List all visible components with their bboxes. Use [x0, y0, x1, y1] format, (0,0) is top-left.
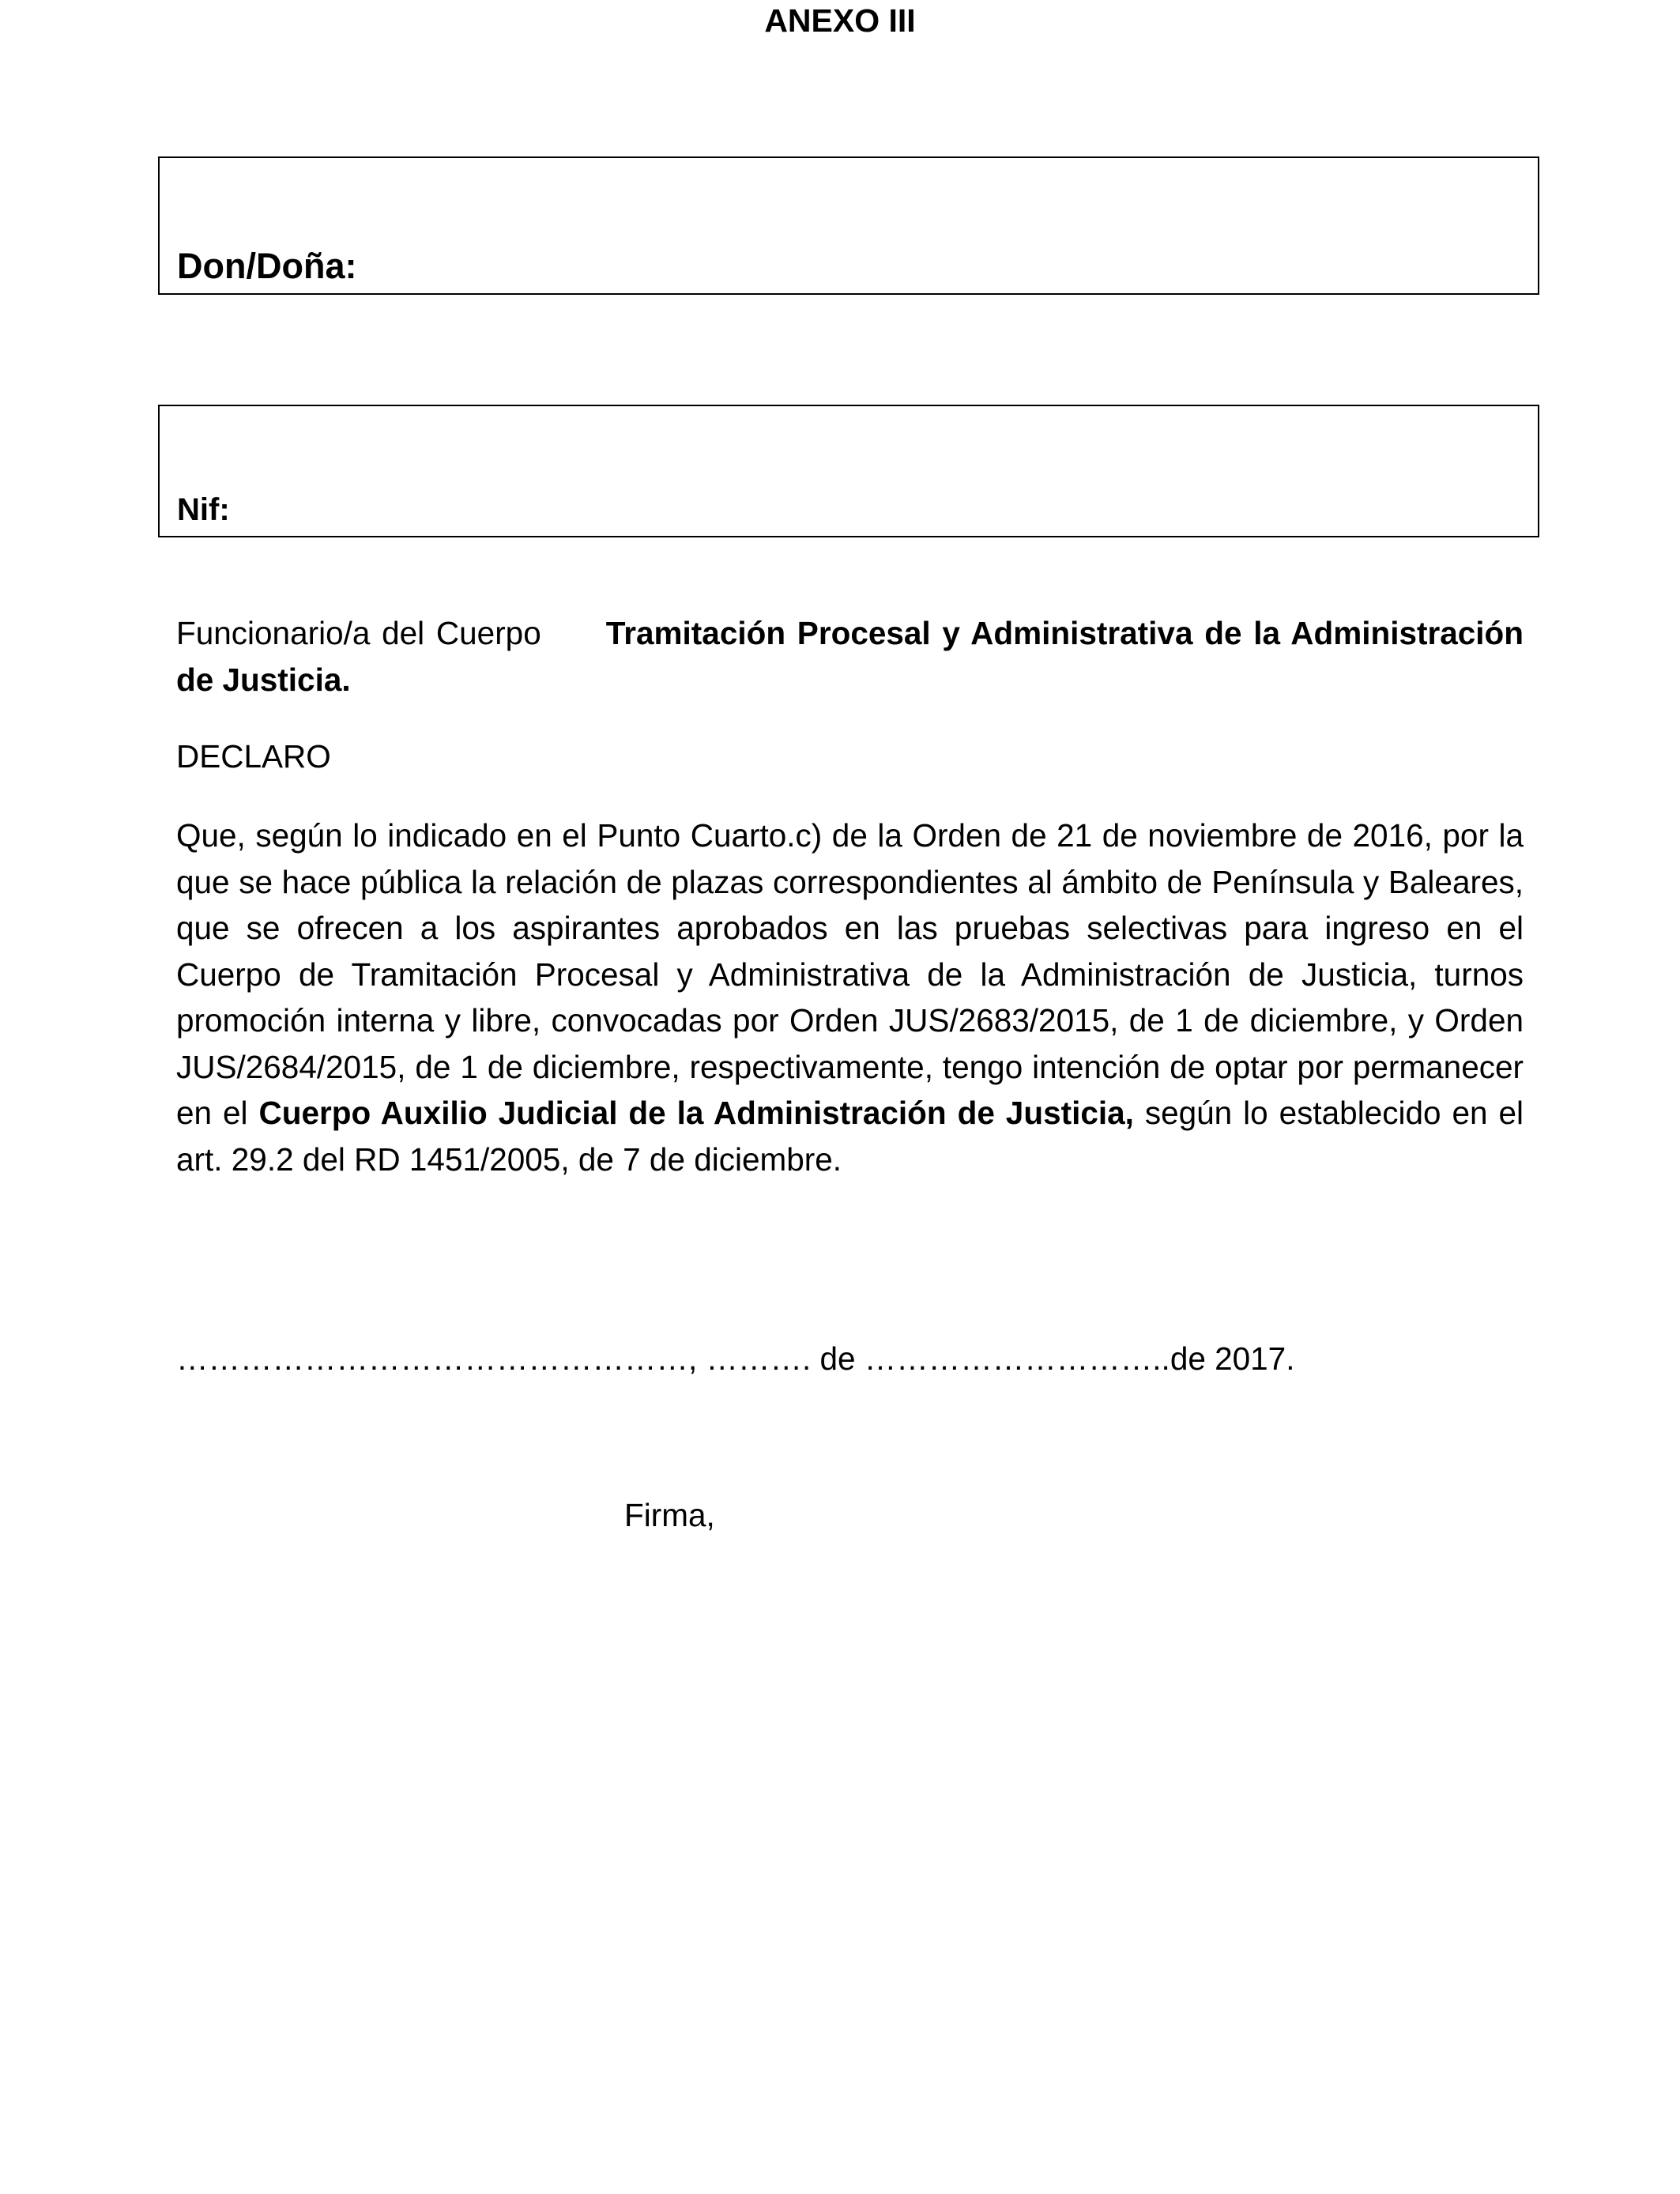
nif-label: Nif: [177, 492, 230, 527]
nif-box[interactable] [158, 405, 1539, 537]
declaration-text-bold: Cuerpo Auxilio Judicial de la Administración de Justicia, [258, 1095, 1134, 1131]
declaro-heading: DECLARO [176, 738, 331, 775]
cuerpo-paragraph [176, 610, 1524, 703]
signature-label: Firma, [624, 1497, 715, 1533]
declaration-text-part2: según lo establecido en el art. 29.2 del RD 1451/2005, de 7 de diciembre. [176, 1095, 1524, 1178]
declaration-text-part1: Que, según lo indicado en el Punto Cuarto.c) de la Orden de 21 de noviembre de 2016, por la que se hace pública la relación de plazas correspondientes al ámbito de Península y Baleares, que se ofrecen a los aspirantes aprobados en las pruebas selectivas para ingreso en el Cuerpo de Tramitación Procesal y Administrativa de la Administración de Justicia, turnos promoción interna y libre, convocadas por Orden JUS/2683/2015, de 1 de diciembre, y Orden JUS/2684/2015, de 1 de diciembre, respectivamente, tengo intención de optar por permanecer en el [176, 817, 1524, 1131]
don-dona-box[interactable] [158, 156, 1539, 295]
document-title: ANEXO III [764, 2, 916, 39]
cuerpo-prefix: Funcionario/a del Cuerpo [176, 615, 541, 651]
cuerpo-name: Tramitación Procesal y Administrativa de la Administración de Justicia. [176, 615, 1524, 698]
declaration-paragraph [176, 812, 1524, 1182]
don-dona-label: Don/Doña: [177, 246, 357, 286]
place-date-line: …………………………………………, ………. de ………………………..de 2017. [176, 1340, 1295, 1377]
